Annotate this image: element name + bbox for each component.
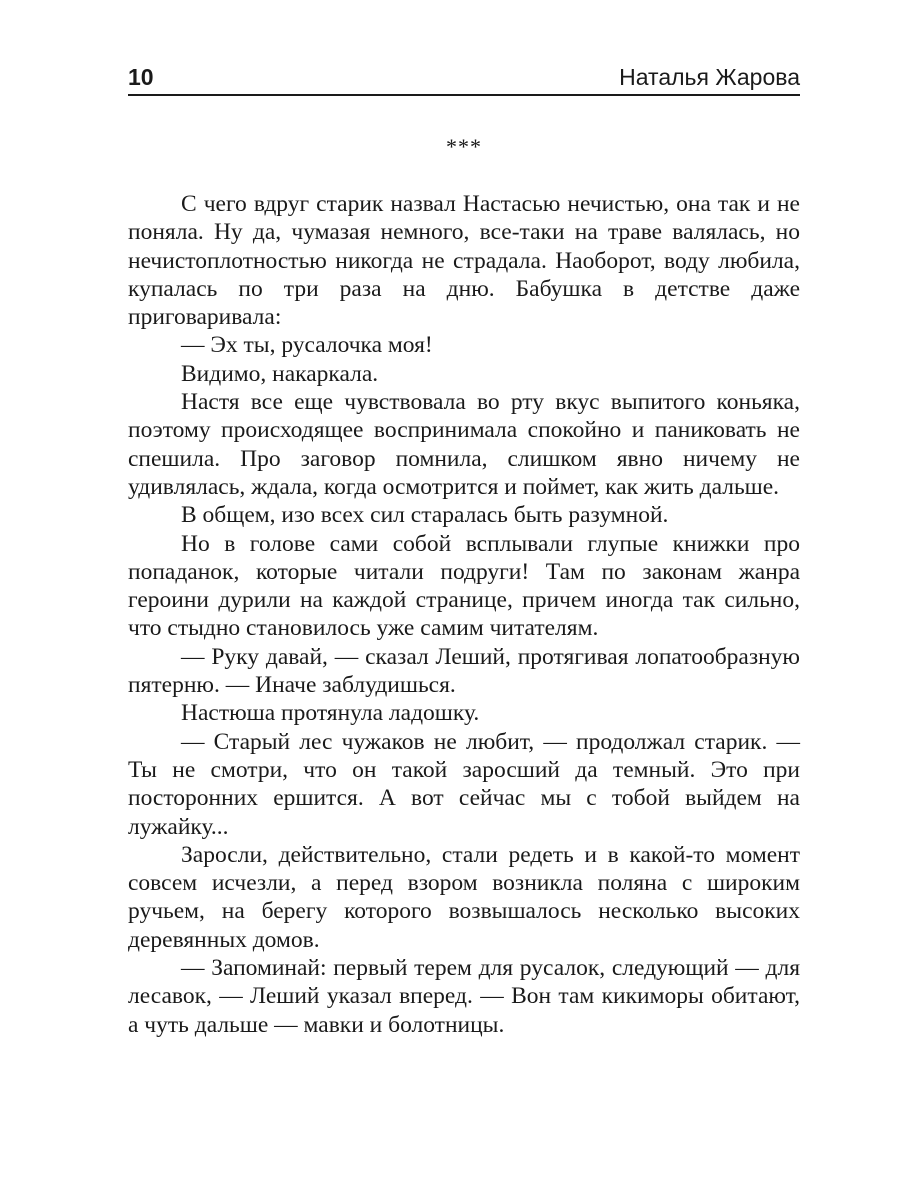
running-header — [128, 56, 800, 96]
paragraph: Заросли, действительно, стали редеть и в какой-то момент совсем исчезли, а перед взором возникла поляна с широким ручьем, на берегу которого возвышалось несколько высоких деревянных домов. — [128, 841, 800, 953]
paragraph: — Эх ты, русалочка моя! — [181, 332, 433, 359]
paragraph: В общем, изо всех сил старалась быть разумной. — [181, 502, 669, 529]
paragraph: Но в голове сами собой всплывали глупые книжки про попаданок, которые читали подруги! Там по законам жанра героини дурили на каждой странице, причем иногда так сильно, что стыдно становилось уже самим читателям. — [128, 530, 800, 642]
paragraph: Видимо, накаркала. — [181, 360, 379, 387]
paragraph: Настя все еще чувствовала во рту вкус выпитого коньяка, поэтому происходящее воспринимала спокойно и паниковать не спешила. Про заговор помнила, слишком явно ничему не удивлялась, ждала, когда осмотрится и поймет, как жить дальше. — [128, 389, 800, 500]
paragraph: — Запоминай: первый терем для русалок, следующий — для лесавок, — Леший указал вперед. — Вон там кикиморы обитают, а чуть дальше — мавки и болотницы. — [128, 955, 800, 1038]
section-break: *** — [446, 134, 482, 159]
paragraph: — Руку давай, — сказал Леший, протягивая лопатообразную пятерню. — Иначе заблудишься. — [128, 643, 800, 699]
body-text — [128, 190, 800, 1039]
paragraph: С чего вдруг старик назвал Настасью нечистью, она так и не поняла. Ну да, чумазая немного, все-таки на траве валялась, но нечистоплотностью никогда не страдала. Наоборот, воду любила, купалась по три раза на дню. Бабушка в детстве даже приговаривала: — [128, 191, 800, 331]
author-name: Наталья Жарова — [619, 64, 800, 90]
paragraph: Настюша протянула ладошку. — [181, 700, 480, 727]
paragraph: — Старый лес чужаков не любит, — продолжал старик. — Ты не смотри, что он такой заросший да темный. Это при посторонних ершится. А вот сейчас мы с тобой выйдем на лужайку... — [128, 728, 800, 840]
page-number: 10 — [128, 64, 154, 90]
